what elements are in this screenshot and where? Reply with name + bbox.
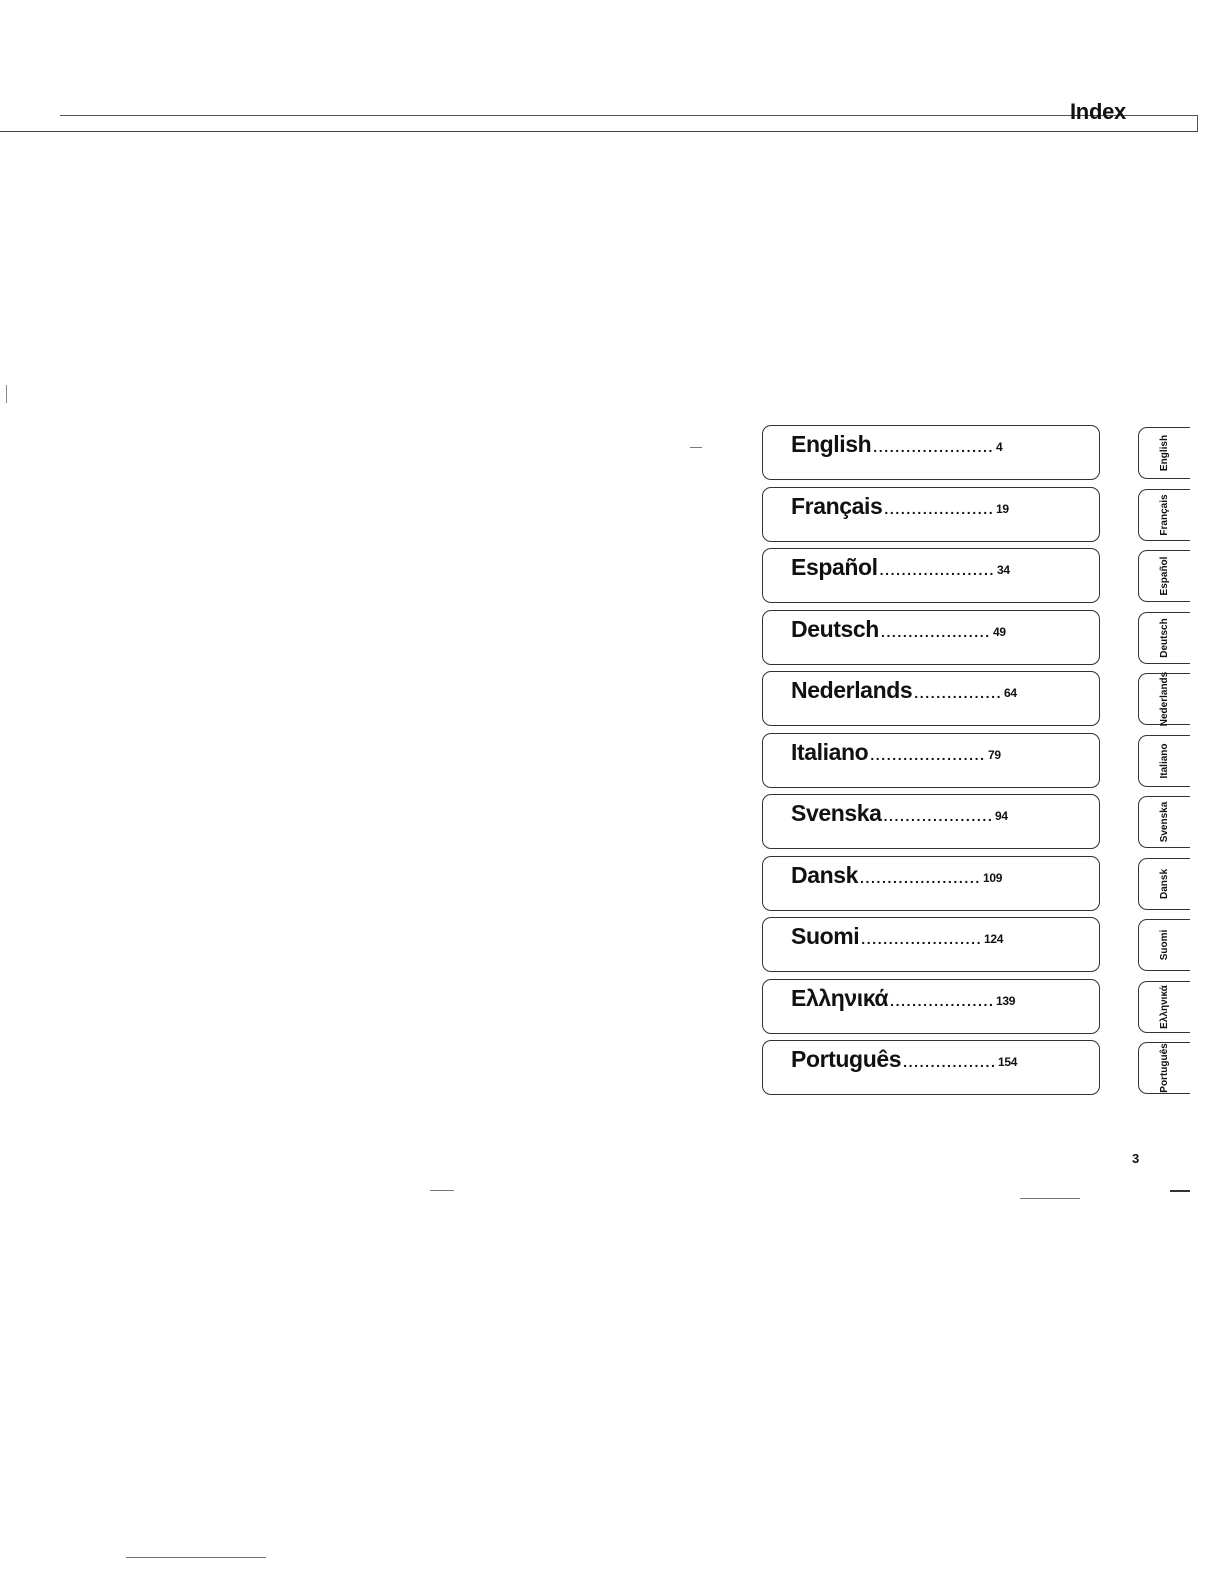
- toc-entry-italiano[interactable]: [762, 733, 1100, 788]
- page-title: Index: [1070, 99, 1126, 124]
- side-tab-italiano[interactable]: [1138, 735, 1190, 787]
- toc-entry-label: Nederlands ................: [791, 677, 1003, 703]
- side-tab-label: English: [1158, 434, 1170, 472]
- toc-entry-page: 154: [998, 1055, 1018, 1069]
- side-tab-english[interactable]: [1138, 427, 1190, 479]
- side-tab-label: Svenska: [1158, 801, 1170, 843]
- toc-entry-label: Dansk ......................: [791, 862, 981, 888]
- toc-entry-page: 34: [997, 563, 1010, 577]
- toc-entry-francais[interactable]: [762, 487, 1100, 542]
- toc-entry-page: 124: [984, 932, 1004, 946]
- side-tab-svenska[interactable]: [1138, 796, 1190, 848]
- toc-entry-deutsch[interactable]: [762, 610, 1100, 665]
- toc-entry-dot-leader: ................: [914, 685, 1003, 701]
- toc-entry-dansk[interactable]: [762, 856, 1100, 911]
- toc-entry-dot-leader: ...................: [890, 993, 995, 1009]
- toc-entry-nederlands[interactable]: [762, 671, 1100, 726]
- toc-entry-espanol[interactable]: [762, 548, 1100, 603]
- toc-entry-page: 49: [993, 625, 1006, 639]
- header-rule-bottom: [0, 131, 1198, 132]
- toc-entry-label: Suomi ......................: [791, 923, 983, 949]
- side-tab-label: Nederlands: [1158, 671, 1170, 727]
- side-tab-label: Deutsch: [1158, 618, 1170, 658]
- toc-entry-label: Italiano .....................: [791, 739, 986, 765]
- toc-entry-label: Svenska ....................: [791, 800, 994, 826]
- scan-mark: [430, 1190, 454, 1191]
- toc-entry-dot-leader: .....................: [870, 747, 986, 763]
- header-rule-top: [60, 115, 1198, 116]
- side-tab-espanol[interactable]: [1138, 550, 1190, 602]
- toc-entry-page: 4: [996, 440, 1003, 454]
- side-tab-ellinika[interactable]: [1138, 981, 1190, 1033]
- toc-entry-dot-leader: ....................: [880, 624, 991, 640]
- toc-entry-ellinika[interactable]: [762, 979, 1100, 1034]
- toc-entry-dot-leader: ......................: [873, 439, 995, 455]
- toc-entry-suomi[interactable]: [762, 917, 1100, 972]
- toc-entry-page: 64: [1004, 686, 1017, 700]
- scan-mark: [1020, 1198, 1080, 1199]
- side-tab-label: Português: [1158, 1043, 1170, 1093]
- toc-entry-portugues[interactable]: [762, 1040, 1100, 1095]
- side-tab-label: Español: [1158, 556, 1170, 596]
- side-tab-deutsch[interactable]: [1138, 612, 1190, 664]
- toc-entry-dot-leader: .................: [903, 1054, 997, 1070]
- toc-entry-english[interactable]: [762, 425, 1100, 480]
- toc-entry-dot-leader: ......................: [861, 931, 983, 947]
- side-tab-portugues[interactable]: [1138, 1042, 1190, 1094]
- toc-entry-label: Español .....................: [791, 554, 995, 580]
- toc-entry-page: 19: [996, 502, 1009, 516]
- side-tab-label: Italiano: [1158, 743, 1170, 779]
- toc-entry-page: 109: [983, 871, 1003, 885]
- toc-entry-label: English ......................: [791, 431, 995, 457]
- toc-entry-page: 79: [988, 748, 1001, 762]
- toc-entry-dot-leader: ....................: [883, 808, 994, 824]
- side-tab-label: Français: [1158, 494, 1170, 536]
- side-tab-dansk[interactable]: [1138, 858, 1190, 910]
- toc-entry-dot-leader: .....................: [879, 562, 995, 578]
- side-tab-nederlands[interactable]: [1138, 673, 1190, 725]
- toc-entry-label: Português .................: [791, 1046, 997, 1072]
- toc-entry-dot-leader: ....................: [884, 501, 995, 517]
- toc-entry-label: Français ....................: [791, 493, 995, 519]
- side-tab-label: Suomi: [1158, 929, 1170, 961]
- footer-rule: [126, 1557, 266, 1558]
- toc-entry-svenska[interactable]: [762, 794, 1100, 849]
- scan-mark: [690, 447, 702, 448]
- side-tab-suomi[interactable]: [1138, 919, 1190, 971]
- toc-entry-page: 139: [996, 994, 1016, 1008]
- toc-entry-label: Deutsch ....................: [791, 616, 991, 642]
- side-tab-label: Dansk: [1158, 868, 1170, 900]
- toc-entry-label: Ελληνικά ...................: [791, 985, 995, 1011]
- header-rule-right: [1197, 115, 1198, 132]
- page-number: 3: [1132, 1151, 1140, 1166]
- toc-entry-page: 94: [995, 809, 1008, 823]
- toc-entry-dot-leader: ......................: [860, 870, 981, 886]
- side-tab-label: Ελληνικά: [1158, 985, 1170, 1029]
- side-tab-francais[interactable]: [1138, 489, 1190, 541]
- scan-mark: [1170, 1190, 1190, 1192]
- header-rule-left: [6, 385, 7, 403]
